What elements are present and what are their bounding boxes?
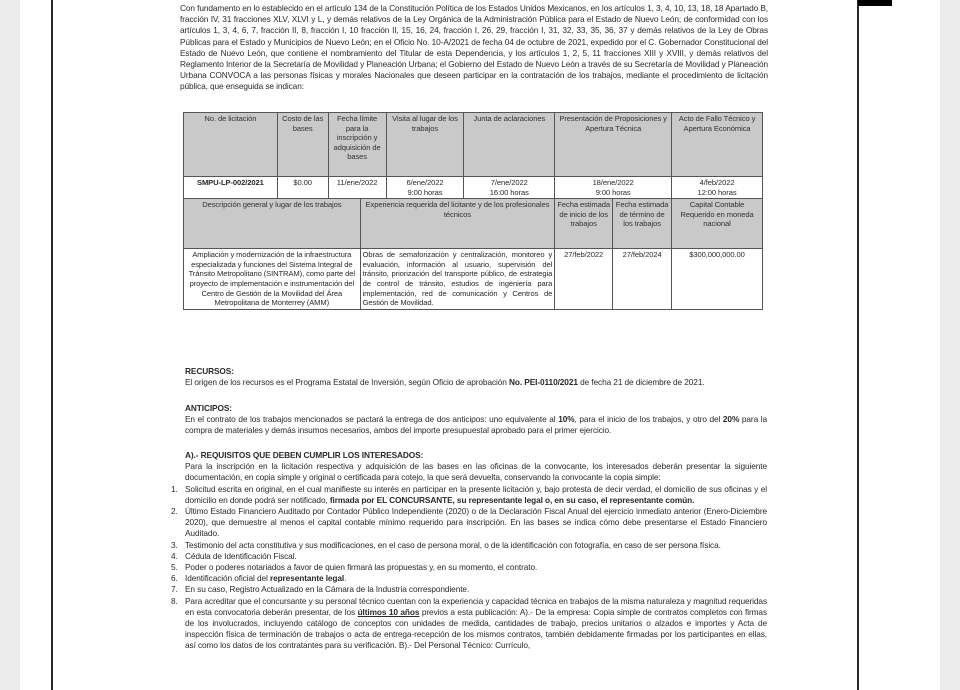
item-text: En su caso, Registro Actualizado en la Cámara de la Industria correspondiente. (185, 584, 470, 595)
intro-text: Con fundamento en lo establecido en el artículo 134 de la Constitución Política de los Estados Unidos Mexicanos, en los artículos 1, 3, 4, 10, 13, 18, 18 Apartado B, fracción IV, 31 fracciones XLV, XLVI y L, y demás relativos de la Ley Orgánica de la Administración Pública para el Estado de Nuevo León; de conformidad con los artículos 1, 3, 4, 6, 7, fracción II, 8, fracción I, 10 fracción II, 15, 16, 24, fracción I, 26, 29, fracción I, 31, 32, 33, 35, 36, 37 y demás relativos de la Ley de Obras Públicas para el Estado y Municipios de Nuevo León; en el Oficio No. 10-A/2021 de fecha 04 de octubre de 2021, expedido por el C. Gobernador Constitucional del Estado de Nuevo León, que contiene el nombramiento del Titular de esta Dependencia, y los artículos 1, 2, 5, 11 fracciones XIII y XVIII, y demás relativos del Reglamento Interior de la Secretaría de Movilidad y Planeación Urbana; el Gobierno del Estado de Nuevo León a través de su Secretaría de Movilidad y Planeación Urbana CONVOCA a las personas físicas y morales Nacionales que deseen participar en la contratación de los trabajos, mediante el procedimiento de licitación pública, que enseguida se indican: (180, 3, 768, 92)
presentacion-fecha: 18/ene/2022 (592, 178, 634, 187)
item-text: Identificación oficial del (185, 573, 270, 584)
item-number: 4. (171, 550, 178, 561)
page-border-right (857, 0, 859, 690)
item-number: 8. (171, 595, 178, 606)
cell-experiencia: Obras de semaforización y centralización, monitoreo y evaluación, información al usuario, supervisión del tránsito, priorización del transporte público, de estrategia de control de tránsito, estudios de ingeniería para implementación, red de comunicación y Centros de Gestión de Movilidad. (360, 249, 555, 310)
recursos-text-b: de fecha 21 de diciembre de 2021. (577, 377, 705, 388)
requisitos-intro: Para la inscripción en la licitación respectiva y adquisición de las bases en las oficinas de la convocante, los interesados deberán presentar la siguiente documentación, en copia simple y original o certificada para cotejo, la que será devuelta, conservando la convocante la copia simple: (185, 461, 767, 483)
item-text: Poder o poderes notariados a favor de quien firmará las propuestas y, en su momento, el contrato. (185, 562, 538, 573)
item-number: 5. (171, 562, 178, 573)
visita-fecha: 6/ene/2022 (406, 178, 444, 187)
requisitos-title: A).- REQUISITOS QUE DEBEN CUMPLIR LOS INTERESADOS: (185, 450, 424, 460)
requisitos-section (171, 450, 767, 652)
item-number: 1. (171, 483, 178, 494)
item-number: 7. (171, 584, 178, 595)
th-inicio: Fecha estimada de inicio de los trabajos (555, 199, 613, 249)
cell-licitacion: SMPU-LP-002/2021 (184, 177, 278, 199)
list-item (171, 506, 767, 540)
th-capital: Capital Contable Requerido en moneda nacional (672, 199, 763, 249)
item-text: Para acreditar que el concursante y su personal técnico cuentan con la experiencia y capacidad técnica en trabajos de la misma naturaleza y magnitud requeridas en esta convocatoria deberán presentar, de los (185, 595, 767, 617)
th-descripcion: Descripción general y lugar de los trabajos (184, 199, 361, 249)
intro-paragraph (180, 3, 768, 93)
cell-termino: 27/feb/2024 (613, 249, 672, 310)
cell-costo: $0.00 (277, 177, 328, 199)
list-item (171, 562, 767, 573)
item-after: . (344, 573, 347, 584)
item-text: Testimonio del acta constitutiva y sus modificaciones, en el caso de persona moral, o de la identificación con fotografía, en caso de ser persona física. (185, 539, 721, 550)
cell-visita (386, 177, 464, 199)
th-termino: Fecha estimada de término de los trabajos (613, 199, 672, 249)
cell-presentacion (555, 177, 672, 199)
anticipos-t2: , para el inicio de los trabajos, y otro del (574, 414, 723, 425)
item-text: Cédula de Identificación Fiscal. (185, 550, 297, 561)
item-text: Último Estado Financiero Auditado por Contador Público Independiente (2020) o de la Declaración Fiscal Anual del ejercicio inmediato anterior (Enero-Diciembre 2020), que demuestre al menos el capital contable mínimo requerido para inscripción. En las bases se indica cómo debe presentarse el Estado Financiero Auditado. (185, 506, 767, 539)
cell-fecha-limite: 11/ene/2022 (328, 177, 386, 199)
item-bold: representante legal (269, 573, 345, 584)
recursos-text-a: El origen de los recursos es el Programa Estatal de Inversión, según Oficio de aprobación (185, 377, 509, 388)
fallo-hora: 12:00 horas (697, 187, 737, 197)
th-visita: Visita al lugar de los trabajos (386, 113, 464, 177)
item-after: previos a esta publicación: A).- De la empresa: Copia simple de contratos completos con firmas de los involucrados, incluyendo catálogo de conceptos con unidades de medida, cantidades de trabajo, precios unitarios o alzados e importes y Acta de inspección física de terminación de trabajos o acta de entrega-recepción de los mismos contratos, también debidamente firmadas por los participantes en ellas, así como los datos de los contratantes para su verificación. B).- Del Personal Técnico: Currículo, (185, 606, 767, 651)
viewer-right-margin (940, 0, 960, 690)
th-fecha-limite: Fecha límite para la inscripción y adquisición de bases (328, 113, 386, 177)
list-item (171, 483, 767, 506)
th-costo: Costo de las bases (277, 113, 328, 177)
list-item (171, 550, 767, 562)
viewer-left-margin (0, 0, 20, 690)
junta-hora: 16:00 horas (489, 187, 529, 197)
table-header-row-2 (184, 199, 763, 249)
junta-fecha: 7/ene/2022 (490, 178, 528, 187)
table-header-row-1 (184, 113, 763, 177)
recursos-oficio: No. PEI-0110/2021 (508, 377, 578, 388)
requisitos-list (171, 483, 767, 652)
item-bold: últimos 10 años (357, 606, 420, 617)
table-row (184, 249, 763, 310)
anticipos-text (185, 414, 767, 436)
item-number: 3. (171, 539, 178, 550)
th-presentacion: Presentación de Proposiciones y Apertura Técnica (555, 113, 672, 177)
list-item (171, 584, 767, 595)
anticipos-section (185, 403, 767, 437)
anticipo-1-pct: 10% (558, 414, 575, 425)
item-text: Solicitud escrita en original, en el cual manifieste su interés en participar en la presente licitación y, bajo protesta de decir verdad, el domicilio de sus oficinas y el domicilio en donde podrá ser notificado, (185, 483, 767, 505)
anticipos-t3: para la compra de materiales y demás insumos necesarios, ambos del importe presupuestal aprobado para el primer ejercicio. (185, 414, 767, 436)
fallo-fecha: 4/feb/2022 (699, 178, 735, 187)
page-border-left (51, 0, 53, 690)
item-number: 2. (171, 506, 178, 517)
list-item (171, 595, 767, 652)
list-item (171, 539, 767, 551)
recursos-title: RECURSOS: (185, 366, 234, 376)
cell-capital: $300,000,000.00 (672, 249, 763, 310)
presentacion-hora: 9:00 horas (595, 187, 631, 197)
cell-junta (464, 177, 555, 199)
th-experiencia: Experiencia requerida del licitante y de los profesionales técnicos (360, 199, 555, 249)
anticipo-2-pct: 20% (722, 414, 740, 425)
anticipos-title: ANTICIPOS: (185, 403, 232, 413)
item-bold: firmada por EL CONCURSANTE, su representante legal o, en su caso, el representante común. (329, 494, 695, 505)
th-junta: Junta de aclaraciones (464, 113, 555, 177)
page-corner-mark (858, 0, 892, 6)
item-number: 6. (171, 573, 178, 584)
cell-descripcion: Ampliación y modernización de la infraestructura especializada y funciones del Sistema Integral de Tránsito Metropolitano (SINTRAM), como parte del proyecto de implementación e instrumentación del Centro de Gestión de la Movilidad del Área Metropolitana de Monterrey (AMM) (184, 249, 361, 310)
recursos-section (185, 366, 767, 388)
visita-hora: 9:00 horas (407, 187, 443, 197)
cell-fallo (672, 177, 763, 199)
th-licitacion: No. de licitación (184, 113, 278, 177)
table-row (184, 177, 763, 199)
th-fallo: Acto de Fallo Técnico y Apertura Económica (672, 113, 763, 177)
cell-inicio: 27/feb/2022 (555, 249, 613, 310)
list-item (171, 573, 767, 584)
licitacion-table (183, 112, 763, 310)
recursos-text (185, 377, 767, 388)
anticipos-t1: En el contrato de los trabajos mencionados se pactará la entrega de dos anticipos: uno equivalente al (185, 414, 559, 425)
